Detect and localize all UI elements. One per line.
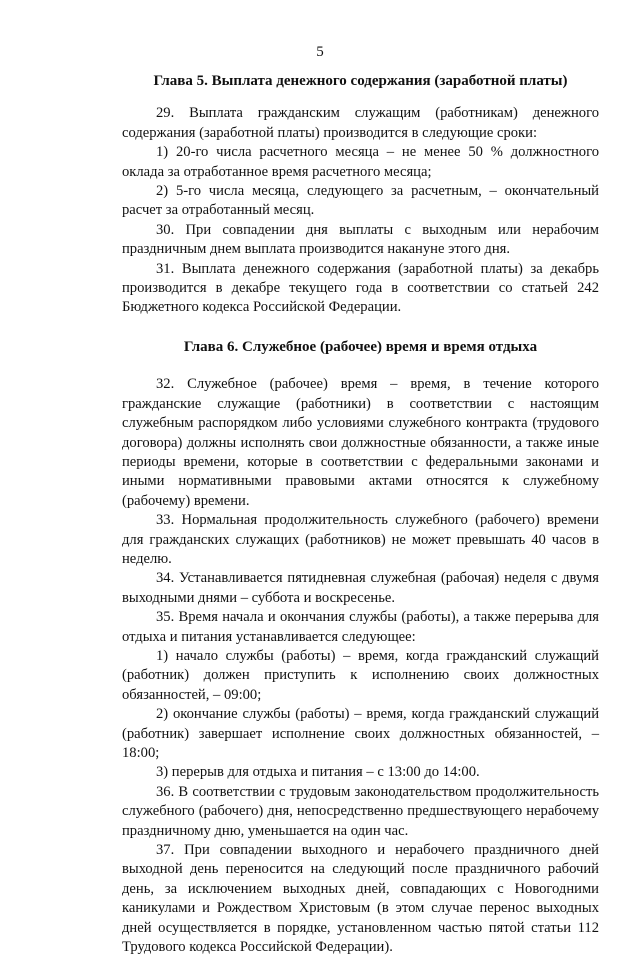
paragraph-35: 35. Время начала и окончания службы (работы), а также перерыва для отдыха и питания устанавливается следующее: bbox=[122, 609, 599, 645]
paragraph-36: 36. В соответствии с трудовым законодательством продолжительность служебного (рабочего) дня, непосредственно предшествующего нерабочему праздничному дню, уменьшается на один час. bbox=[122, 783, 599, 839]
paragraph-32: 32. Служебное (рабочее) время – время, в течение которого гражданские служащие (работники) в соответствии с настоящим служебным распорядком либо условиями служебного контракта (трудового договора) должны исполнять свои должностные обязанности, а также иные периоды времени, которые в соответствии с федеральными законами и иными нормативными правовыми актами относятся к служебному (рабочему) времени. bbox=[122, 376, 599, 509]
paragraph-35-item-3: 3) перерыв для отдыха и питания – с 13:00 до 14:00. bbox=[156, 764, 480, 781]
paragraph-35-item-2: 2) окончание службы (работы) – время, когда гражданский служащий (работник) завершает исполнение своих должностных обязанностей, – 18:00; bbox=[122, 706, 599, 761]
paragraph-30: 30. При совпадении дня выплаты с выходным или нерабочим праздничным днем выплата производится накануне этого дня. bbox=[122, 221, 599, 258]
paragraph-29-item-1: 1) 20-го числа расчетного месяца – не менее 50 % должностного оклада за отработанное время расчетного месяца; bbox=[122, 144, 599, 180]
chapter-6-title: Глава 6. Служебное (рабочее) время и время отдыха bbox=[183, 338, 538, 355]
paragraph-29-item-2: 2) 5-го числа месяца, следующего за расчетным, – окончательный расчет за отработанный месяц. bbox=[122, 183, 599, 219]
paragraph-29: 29. Выплата гражданским служащим (работникам) денежного содержания (заработной платы) производится в следующие сроки: bbox=[122, 105, 599, 141]
paragraph-34: 34. Устанавливается пятидневная служебная (рабочая) неделя с двумя выходными днями – суббота и воскресенье. bbox=[122, 570, 599, 606]
paragraph-33: 33. Нормальная продолжительность служебного (рабочего) времени для гражданских служащих (работников) не может превышать 40 часов в неделю. bbox=[122, 512, 599, 567]
page-number: 5 bbox=[316, 44, 324, 60]
paragraph-35-item-1: 1) начало службы (работы) – время, когда гражданский служащий (работник) должен приступить к исполнению своих должностных обязанностей, – 09:00; bbox=[122, 647, 599, 703]
document-body bbox=[122, 72, 599, 957]
paragraph-37: 37. При совпадении выходного и нерабочего праздничного дней выходной день переносится на следующий после праздничного рабочий день, за исключением выходных дней, совпадающих с Новогодними каникулами и Рождеством Христовым (в этом случае перенос выходных дней осуществляется в порядке, установленном частью пятой статьи 112 Трудового кодекса Российской Федерации). bbox=[122, 842, 599, 956]
paragraph-31: 31. Выплата денежного содержания (заработной платы) за декабрь производится в декабре текущего года в соответствии со статьей 242 Бюджетного кодекса Российской Федерации. bbox=[122, 260, 599, 316]
chapter-5-title: Глава 5. Выплата денежного содержания (заработной платы) bbox=[153, 73, 568, 89]
